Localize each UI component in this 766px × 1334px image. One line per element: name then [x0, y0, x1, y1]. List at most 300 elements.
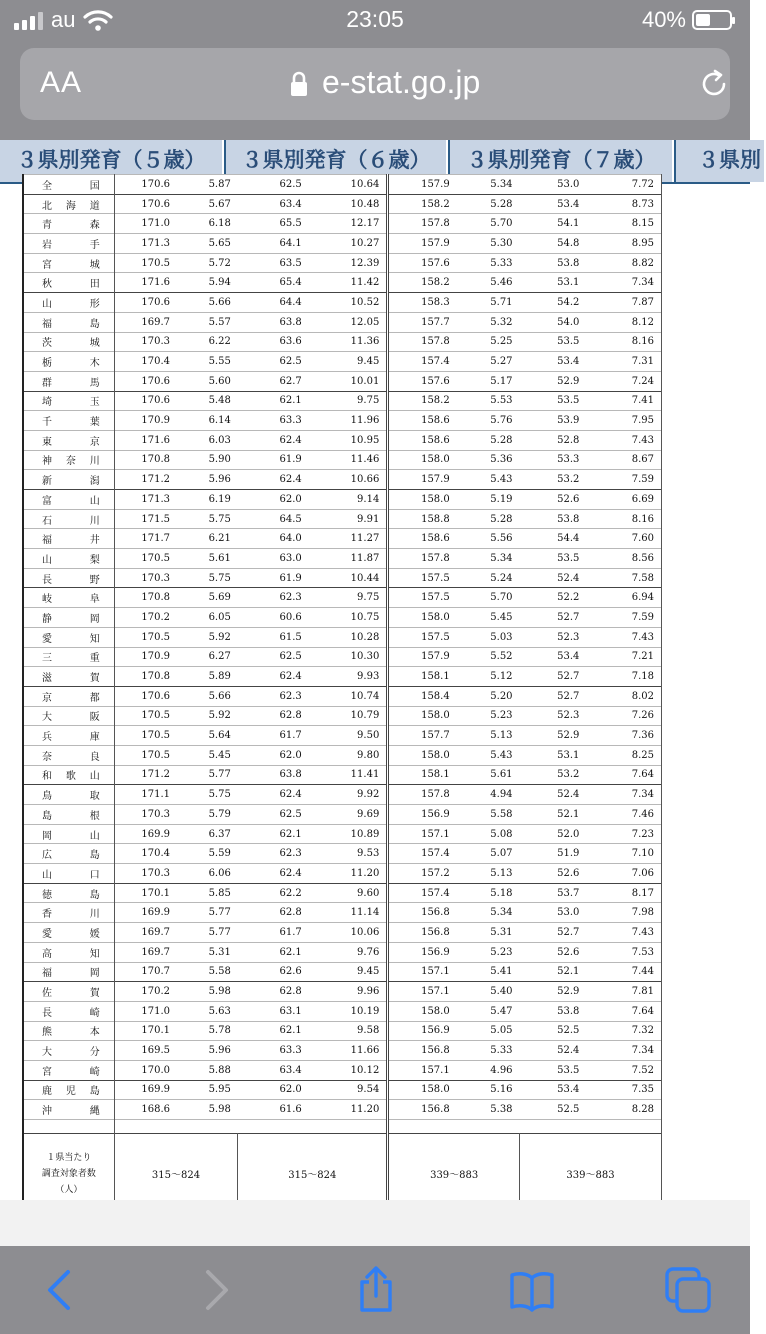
- table-cell: 54.0: [520, 312, 587, 332]
- table-cell: 6.21: [177, 529, 238, 549]
- table-cell: 52.2: [520, 588, 587, 608]
- table-cell: 171.1: [114, 785, 177, 805]
- table-cell: 170.3: [114, 568, 177, 588]
- table-cell: 8.56: [586, 549, 661, 569]
- table-row: [23, 568, 662, 588]
- table-cell: 170.1: [114, 883, 177, 903]
- table-row: [23, 726, 662, 746]
- table-cell: 52.9: [520, 982, 587, 1002]
- table-cell: 53.7: [520, 883, 587, 903]
- table-cell: 9.60: [309, 883, 388, 903]
- table-cell: 170.6: [114, 175, 177, 195]
- table-cell: 5.72: [177, 253, 238, 273]
- table-cell: 5.77: [177, 765, 238, 785]
- table-cell: [238, 1120, 309, 1134]
- table-row: [23, 273, 662, 293]
- table-cell: 170.3: [114, 864, 177, 884]
- table-cell: 10.27: [309, 234, 388, 254]
- table-cell: 8.12: [586, 312, 661, 332]
- table-cell: 5.79: [177, 805, 238, 825]
- table-cell: 5.58: [177, 962, 238, 982]
- table-cell: 158.0: [388, 745, 457, 765]
- sheet-tab-7yo[interactable]: ３県別発育（７歳）: [450, 140, 674, 182]
- table-cell: 5.63: [177, 1001, 238, 1021]
- document-view[interactable]: [0, 178, 750, 1246]
- table-cell: 5.65: [177, 234, 238, 254]
- table-cell: 52.9: [520, 726, 587, 746]
- table-row: [23, 371, 662, 391]
- prefecture-name: 広 島: [23, 844, 114, 864]
- table-cell: 7.95: [586, 411, 661, 431]
- table-cell: 8.17: [586, 883, 661, 903]
- table-cell: 62.6: [238, 962, 309, 982]
- prefecture-name: 神奈川: [23, 450, 114, 470]
- table-cell: 157.9: [388, 175, 457, 195]
- table-cell: 158.8: [388, 509, 457, 529]
- table-cell: 171.2: [114, 765, 177, 785]
- table-cell: 7.43: [586, 430, 661, 450]
- table-cell: 9.14: [309, 490, 388, 510]
- lock-icon: [290, 70, 308, 98]
- table-cell: 4.96: [457, 1060, 520, 1080]
- table-cell: 12.17: [309, 214, 388, 234]
- table-cell: 53.9: [520, 411, 587, 431]
- table-cell: 9.58: [309, 1021, 388, 1041]
- address-bar[interactable]: [20, 48, 730, 120]
- table-cell: 62.4: [238, 667, 309, 687]
- table-cell: 170.3: [114, 332, 177, 352]
- table-cell: 7.24: [586, 371, 661, 391]
- table-cell: 169.7: [114, 923, 177, 943]
- table-cell: 5.61: [177, 549, 238, 569]
- table-cell: 52.1: [520, 805, 587, 825]
- table-cell: 52.8: [520, 430, 587, 450]
- table-cell: 52.6: [520, 864, 587, 884]
- table-cell: 10.30: [309, 647, 388, 667]
- table-cell: 6.03: [177, 430, 238, 450]
- table-cell: 5.46: [457, 273, 520, 293]
- table-cell: 170.5: [114, 745, 177, 765]
- table-cell: 9.69: [309, 805, 388, 825]
- table-cell: 171.0: [114, 1001, 177, 1021]
- table-cell: 7.58: [586, 568, 661, 588]
- table-cell: 157.6: [388, 253, 457, 273]
- table-cell: 156.9: [388, 805, 457, 825]
- table-cell: 61.5: [238, 627, 309, 647]
- table-row: [23, 234, 662, 254]
- table-cell: 5.98: [177, 982, 238, 1002]
- table-cell: 5.58: [457, 805, 520, 825]
- table-cell: 169.9: [114, 1080, 177, 1100]
- table-cell: 63.3: [238, 411, 309, 431]
- table-cell: 170.2: [114, 982, 177, 1002]
- table-cell: 9.93: [309, 667, 388, 687]
- table-cell: 52.7: [520, 667, 587, 687]
- table-cell: 158.0: [388, 450, 457, 470]
- table-cell: 7.72: [586, 175, 661, 195]
- table-cell: 158.4: [388, 686, 457, 706]
- table-cell: 51.9: [520, 844, 587, 864]
- table-cell: 52.3: [520, 706, 587, 726]
- table-cell: 5.16: [457, 1080, 520, 1100]
- table-cell: 5.17: [457, 371, 520, 391]
- page-gap: [0, 1200, 750, 1246]
- table-cell: 54.2: [520, 293, 587, 313]
- table-cell: 5.31: [457, 923, 520, 943]
- table-cell: 9.96: [309, 982, 388, 1002]
- table-cell: 170.9: [114, 647, 177, 667]
- table-cell: 11.87: [309, 549, 388, 569]
- table-cell: 7.35: [586, 1080, 661, 1100]
- table-row: [23, 608, 662, 628]
- table-cell: 53.8: [520, 253, 587, 273]
- table-cell: 10.44: [309, 568, 388, 588]
- table-cell: 53.5: [520, 391, 587, 411]
- prefecture-name: 茨 城: [23, 332, 114, 352]
- table-cell: 5.89: [177, 667, 238, 687]
- table-cell: 61.9: [238, 450, 309, 470]
- table-cell: 6.94: [586, 588, 661, 608]
- table-cell: 62.8: [238, 982, 309, 1002]
- table-cell: 5.95: [177, 1080, 238, 1100]
- table-row: [23, 293, 662, 313]
- table-row: [23, 962, 662, 982]
- table-cell: 157.9: [388, 234, 457, 254]
- table-cell: 157.1: [388, 962, 457, 982]
- table-cell: 171.3: [114, 234, 177, 254]
- table-row: [23, 824, 662, 844]
- table-cell: 5.36: [457, 450, 520, 470]
- table-cell: 157.5: [388, 588, 457, 608]
- table-cell: 6.69: [586, 490, 661, 510]
- table-cell: 7.64: [586, 765, 661, 785]
- tabs-icon[interactable]: [664, 1266, 712, 1314]
- table-cell: 6.06: [177, 864, 238, 884]
- table-cell: 5.27: [457, 352, 520, 372]
- table-cell: 8.25: [586, 745, 661, 765]
- table-cell: 62.1: [238, 391, 309, 411]
- prefecture-name: 徳 島: [23, 883, 114, 903]
- table-cell: 157.5: [388, 568, 457, 588]
- table-cell: 5.28: [457, 509, 520, 529]
- table-cell: 10.19: [309, 1001, 388, 1021]
- table-cell: 157.1: [388, 982, 457, 1002]
- table-cell: 62.1: [238, 824, 309, 844]
- table-cell: 7.31: [586, 352, 661, 372]
- table-cell: 7.87: [586, 293, 661, 313]
- table-cell: 63.4: [238, 194, 309, 214]
- table-row: [23, 549, 662, 569]
- table-cell: 5.76: [457, 411, 520, 431]
- table-cell: 5.66: [177, 686, 238, 706]
- table-cell: 5.98: [177, 1100, 238, 1120]
- table-cell: 10.48: [309, 194, 388, 214]
- table-cell: 10.28: [309, 627, 388, 647]
- table-row: [23, 529, 662, 549]
- share-icon[interactable]: [352, 1266, 400, 1314]
- table-cell: 156.9: [388, 1021, 457, 1041]
- table-cell: 5.70: [457, 214, 520, 234]
- table-cell: 52.7: [520, 608, 587, 628]
- respondents-label-line: １県当たり: [46, 1152, 92, 1163]
- table-cell: 5.69: [177, 588, 238, 608]
- table-cell: 9.91: [309, 509, 388, 529]
- table-cell: 5.90: [177, 450, 238, 470]
- table-cell: 6.37: [177, 824, 238, 844]
- prefecture-name: 埼 玉: [23, 391, 114, 411]
- table-cell: 61.7: [238, 726, 309, 746]
- table-cell: 5.38: [457, 1100, 520, 1120]
- table-cell: 5.88: [177, 1060, 238, 1080]
- prefecture-name: 青 森: [23, 214, 114, 234]
- table-cell: 53.5: [520, 1060, 587, 1080]
- table-cell: 5.66: [177, 293, 238, 313]
- table-cell: 62.1: [238, 942, 309, 962]
- table-cell: 9.45: [309, 962, 388, 982]
- table-cell: 62.4: [238, 864, 309, 884]
- table-cell: 7.10: [586, 844, 661, 864]
- table-cell: 7.26: [586, 706, 661, 726]
- table-cell: 62.2: [238, 883, 309, 903]
- table-cell: 5.55: [177, 352, 238, 372]
- table-cell: 157.6: [388, 371, 457, 391]
- table-row: [23, 391, 662, 411]
- table-cell: 53.0: [520, 175, 587, 195]
- table-row: [23, 706, 662, 726]
- table-cell: 5.75: [177, 785, 238, 805]
- table-cell: 63.3: [238, 1041, 309, 1061]
- table-cell: 54.8: [520, 234, 587, 254]
- table-cell: 170.0: [114, 1060, 177, 1080]
- table-row: [23, 647, 662, 667]
- table-row: [23, 1021, 662, 1041]
- table-cell: 62.4: [238, 785, 309, 805]
- table-cell: 53.4: [520, 647, 587, 667]
- table-cell: 169.7: [114, 312, 177, 332]
- table-cell: 52.0: [520, 824, 587, 844]
- table-cell: 9.80: [309, 745, 388, 765]
- table-row: [23, 352, 662, 372]
- table-cell: 12.39: [309, 253, 388, 273]
- prefecture-name: 鳥 取: [23, 785, 114, 805]
- sheet-tab-next[interactable]: ３県別: [676, 140, 766, 182]
- table-cell: 158.1: [388, 667, 457, 687]
- prefecture-name: 沖 縄: [23, 1100, 114, 1120]
- back-icon[interactable]: [36, 1266, 84, 1314]
- table-cell: 5.07: [457, 844, 520, 864]
- table-cell: 62.1: [238, 1021, 309, 1041]
- table-row: [23, 942, 662, 962]
- table-cell: [388, 1120, 457, 1134]
- table-cell: 63.6: [238, 332, 309, 352]
- table-cell: 5.24: [457, 568, 520, 588]
- table-cell: 52.3: [520, 627, 587, 647]
- table-cell: 158.0: [388, 706, 457, 726]
- table-cell: [457, 1120, 520, 1134]
- prefecture-name: 福 井: [23, 529, 114, 549]
- prefecture-name: 栃 木: [23, 352, 114, 372]
- table-cell: 9.92: [309, 785, 388, 805]
- table-cell: 11.36: [309, 332, 388, 352]
- prefecture-growth-table: [22, 174, 662, 1214]
- table-cell: 158.3: [388, 293, 457, 313]
- table-cell: 5.92: [177, 627, 238, 647]
- forward-icon[interactable]: [192, 1266, 240, 1314]
- table-cell: 157.2: [388, 864, 457, 884]
- table-cell: 52.4: [520, 1041, 587, 1061]
- table-cell: 64.4: [238, 293, 309, 313]
- table-cell: 5.78: [177, 1021, 238, 1041]
- table-cell: 5.59: [177, 844, 238, 864]
- table-cell: 62.5: [238, 352, 309, 372]
- table-cell: 158.6: [388, 529, 457, 549]
- table-cell: 5.43: [457, 745, 520, 765]
- table-cell: 8.15: [586, 214, 661, 234]
- table-cell: 7.18: [586, 667, 661, 687]
- table-cell: 11.46: [309, 450, 388, 470]
- table-cell: 11.41: [309, 765, 388, 785]
- table-cell: 170.5: [114, 253, 177, 273]
- table-cell: 7.36: [586, 726, 661, 746]
- table-cell: 158.2: [388, 273, 457, 293]
- table-cell: 5.43: [457, 470, 520, 490]
- table-cell: 62.0: [238, 490, 309, 510]
- table-cell: 5.08: [457, 824, 520, 844]
- table-cell: 52.9: [520, 371, 587, 391]
- table-cell: 65.5: [238, 214, 309, 234]
- table-cell: 10.06: [309, 923, 388, 943]
- table-cell: 171.2: [114, 470, 177, 490]
- table-cell: [309, 1120, 388, 1134]
- url-domain: e-stat.go.jp: [322, 64, 481, 100]
- prefecture-name: 鹿児島: [23, 1080, 114, 1100]
- table-cell: 53.2: [520, 765, 587, 785]
- table-row: [23, 1041, 662, 1061]
- table-cell: 5.52: [457, 647, 520, 667]
- bookmarks-icon[interactable]: [508, 1266, 556, 1314]
- table-row: [23, 312, 662, 332]
- table-cell: 157.9: [388, 647, 457, 667]
- table-cell: 171.6: [114, 430, 177, 450]
- table-cell: 157.8: [388, 214, 457, 234]
- table-cell: 5.75: [177, 568, 238, 588]
- prefecture-name: 新 潟: [23, 470, 114, 490]
- table-cell: 5.03: [457, 627, 520, 647]
- table-cell: 7.60: [586, 529, 661, 549]
- table-cell: 62.5: [238, 175, 309, 195]
- table-cell: 62.8: [238, 903, 309, 923]
- prefecture-name: 三 重: [23, 647, 114, 667]
- table-cell: 156.8: [388, 1100, 457, 1120]
- prefecture-name: 山 口: [23, 864, 114, 884]
- table-cell: 156.9: [388, 942, 457, 962]
- table-cell: 6.18: [177, 214, 238, 234]
- prefecture-name: 滋 賀: [23, 667, 114, 687]
- table-cell: 7.34: [586, 1041, 661, 1061]
- table-cell: 170.3: [114, 805, 177, 825]
- table-cell: 63.8: [238, 765, 309, 785]
- table-cell: 5.60: [177, 371, 238, 391]
- table-cell: 170.4: [114, 352, 177, 372]
- table-cell: 52.1: [520, 962, 587, 982]
- table-cell: 7.98: [586, 903, 661, 923]
- table-cell: 62.4: [238, 470, 309, 490]
- reload-icon[interactable]: [698, 68, 730, 100]
- table-cell: 4.94: [457, 785, 520, 805]
- table-cell: 171.0: [114, 214, 177, 234]
- prefecture-name: 佐 賀: [23, 982, 114, 1002]
- table-row: [23, 214, 662, 234]
- table-row: [23, 627, 662, 647]
- respondent-range: 315〜824: [238, 1134, 388, 1214]
- table-cell: 158.2: [388, 391, 457, 411]
- table-cell: 8.16: [586, 509, 661, 529]
- respondent-range: 339〜883: [520, 1134, 662, 1214]
- prefecture-name: 熊 本: [23, 1021, 114, 1041]
- table-cell: 9.75: [309, 588, 388, 608]
- table-cell: [520, 1120, 587, 1134]
- table-cell: 8.73: [586, 194, 661, 214]
- table-cell: 171.3: [114, 490, 177, 510]
- table-cell: 62.5: [238, 647, 309, 667]
- table-cell: 6.14: [177, 411, 238, 431]
- table-cell: 170.8: [114, 588, 177, 608]
- prefecture-name: 群 馬: [23, 371, 114, 391]
- table-cell: 157.7: [388, 312, 457, 332]
- sheet-tab-5yo[interactable]: ３県別発育（５歳）: [0, 140, 224, 182]
- text-size-button[interactable]: [40, 66, 82, 100]
- table-row: [23, 982, 662, 1002]
- table-cell: 158.6: [388, 411, 457, 431]
- table-cell: 156.8: [388, 1041, 457, 1061]
- table-cell: 61.9: [238, 568, 309, 588]
- table-cell: 11.66: [309, 1041, 388, 1061]
- table-cell: 169.7: [114, 942, 177, 962]
- table-cell: 158.0: [388, 1080, 457, 1100]
- table-cell: 7.59: [586, 608, 661, 628]
- table-cell: 170.5: [114, 706, 177, 726]
- table-cell: 5.34: [457, 549, 520, 569]
- table-cell: 157.1: [388, 824, 457, 844]
- table-cell: 157.8: [388, 549, 457, 569]
- sheet-tab-6yo[interactable]: ３県別発育（６歳）: [226, 140, 448, 182]
- table-cell: 10.66: [309, 470, 388, 490]
- carrier-name: au: [51, 7, 76, 32]
- table-cell: 5.87: [177, 175, 238, 195]
- table-cell: 62.3: [238, 686, 309, 706]
- table-cell: 5.40: [457, 982, 520, 1002]
- table-cell: 62.0: [238, 1080, 309, 1100]
- table-cell: 5.96: [177, 470, 238, 490]
- table-cell: 53.2: [520, 470, 587, 490]
- prefecture-name: 山 形: [23, 293, 114, 313]
- table-cell: 9.75: [309, 391, 388, 411]
- table-cell: [23, 1120, 114, 1134]
- table-cell: 7.23: [586, 824, 661, 844]
- table-cell: 156.8: [388, 923, 457, 943]
- prefecture-name: 島 根: [23, 805, 114, 825]
- table-cell: 5.61: [457, 765, 520, 785]
- table-row: [23, 745, 662, 765]
- table-row: [23, 430, 662, 450]
- battery-percent: 40%: [641, 7, 686, 32]
- table-cell: 63.0: [238, 549, 309, 569]
- table-row: [23, 903, 662, 923]
- table-cell: 11.27: [309, 529, 388, 549]
- status-time: 23:05: [346, 6, 404, 32]
- table-cell: 169.9: [114, 824, 177, 844]
- table-cell: 5.19: [457, 490, 520, 510]
